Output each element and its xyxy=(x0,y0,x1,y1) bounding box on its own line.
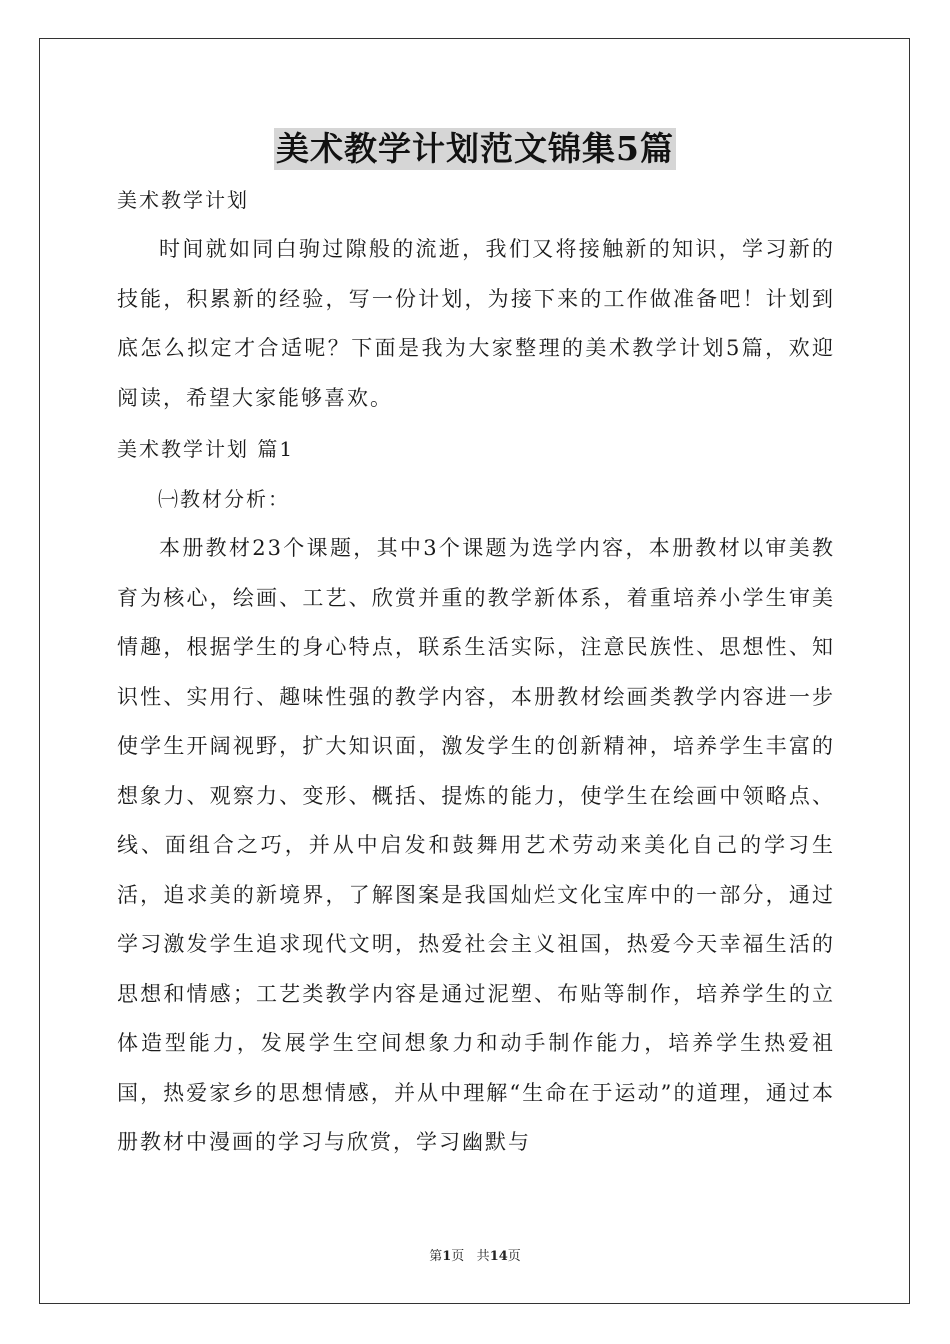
intro-paragraph: 时间就如同白驹过隙般的流逝，我们又将接触新的知识，学习新的技能，积累新的经验，写一份计划，为接下来的工作做准备吧！计划到底怎么拟定才合适呢？下面是我为大家整理的美术教学计划5篇，欢迎阅读，希望大家能够喜欢。 xyxy=(117,237,835,410)
subheading-part-1: 美术教学计划 篇1 xyxy=(117,437,295,461)
footer-page-total: 14 xyxy=(489,1249,508,1264)
footer-page-suffix: 页 xyxy=(451,1249,465,1264)
footer-total-suffix: 页 xyxy=(507,1249,521,1264)
footer-total-prefix: 共 xyxy=(476,1249,490,1264)
body-paragraph: 本册教材23个课题，其中3个课题为选学内容，本册教材以审美教育为核心，绘画、工艺、欣赏并重的教学新体系，着重培养小学生审美情趣，根据学生的身心特点，联系生活实际，注意民族性、思想性、知识性、实用行、趣味性强的教学内容，本册教材绘画类教学内容进一步使学生开阔视野，扩大知识面，激发学生的创新精神，培养学生丰富的想象力、观察力、变形、概括、提炼的能力，使学生在绘画中领略点、线、面组合之巧，并从中启发和鼓舞用艺术劳动来美化自己的学习生活，追求美的新境界，了解图案是我国灿烂文化宝库中的一部分，通过学习激发学生追求现代文明，热爱社会主义祖国，热爱今天幸福生活的思想和情感；工艺类教学内容是通过泥塑、布贴等制作，培养学生的立体造型能力，发展学生空间想象力和动手制作能力，培养学生热爱祖国，热爱家乡的思想情感，并从中理解“生命在于运动”的道理，通过本册教材中漫画的学习与欣赏，学习幽默与 xyxy=(117,536,835,1154)
title-container xyxy=(0,128,950,170)
footer-page-prefix: 第 xyxy=(429,1249,443,1264)
section-label-textbook-analysis: ㈠教材分析： xyxy=(158,487,290,511)
subheading-plan: 美术教学计划 xyxy=(117,188,249,212)
document-title: 美术教学计划范文锦集5篇 xyxy=(276,129,674,168)
page-footer xyxy=(0,1248,950,1266)
footer-page-current: 1 xyxy=(442,1249,452,1264)
